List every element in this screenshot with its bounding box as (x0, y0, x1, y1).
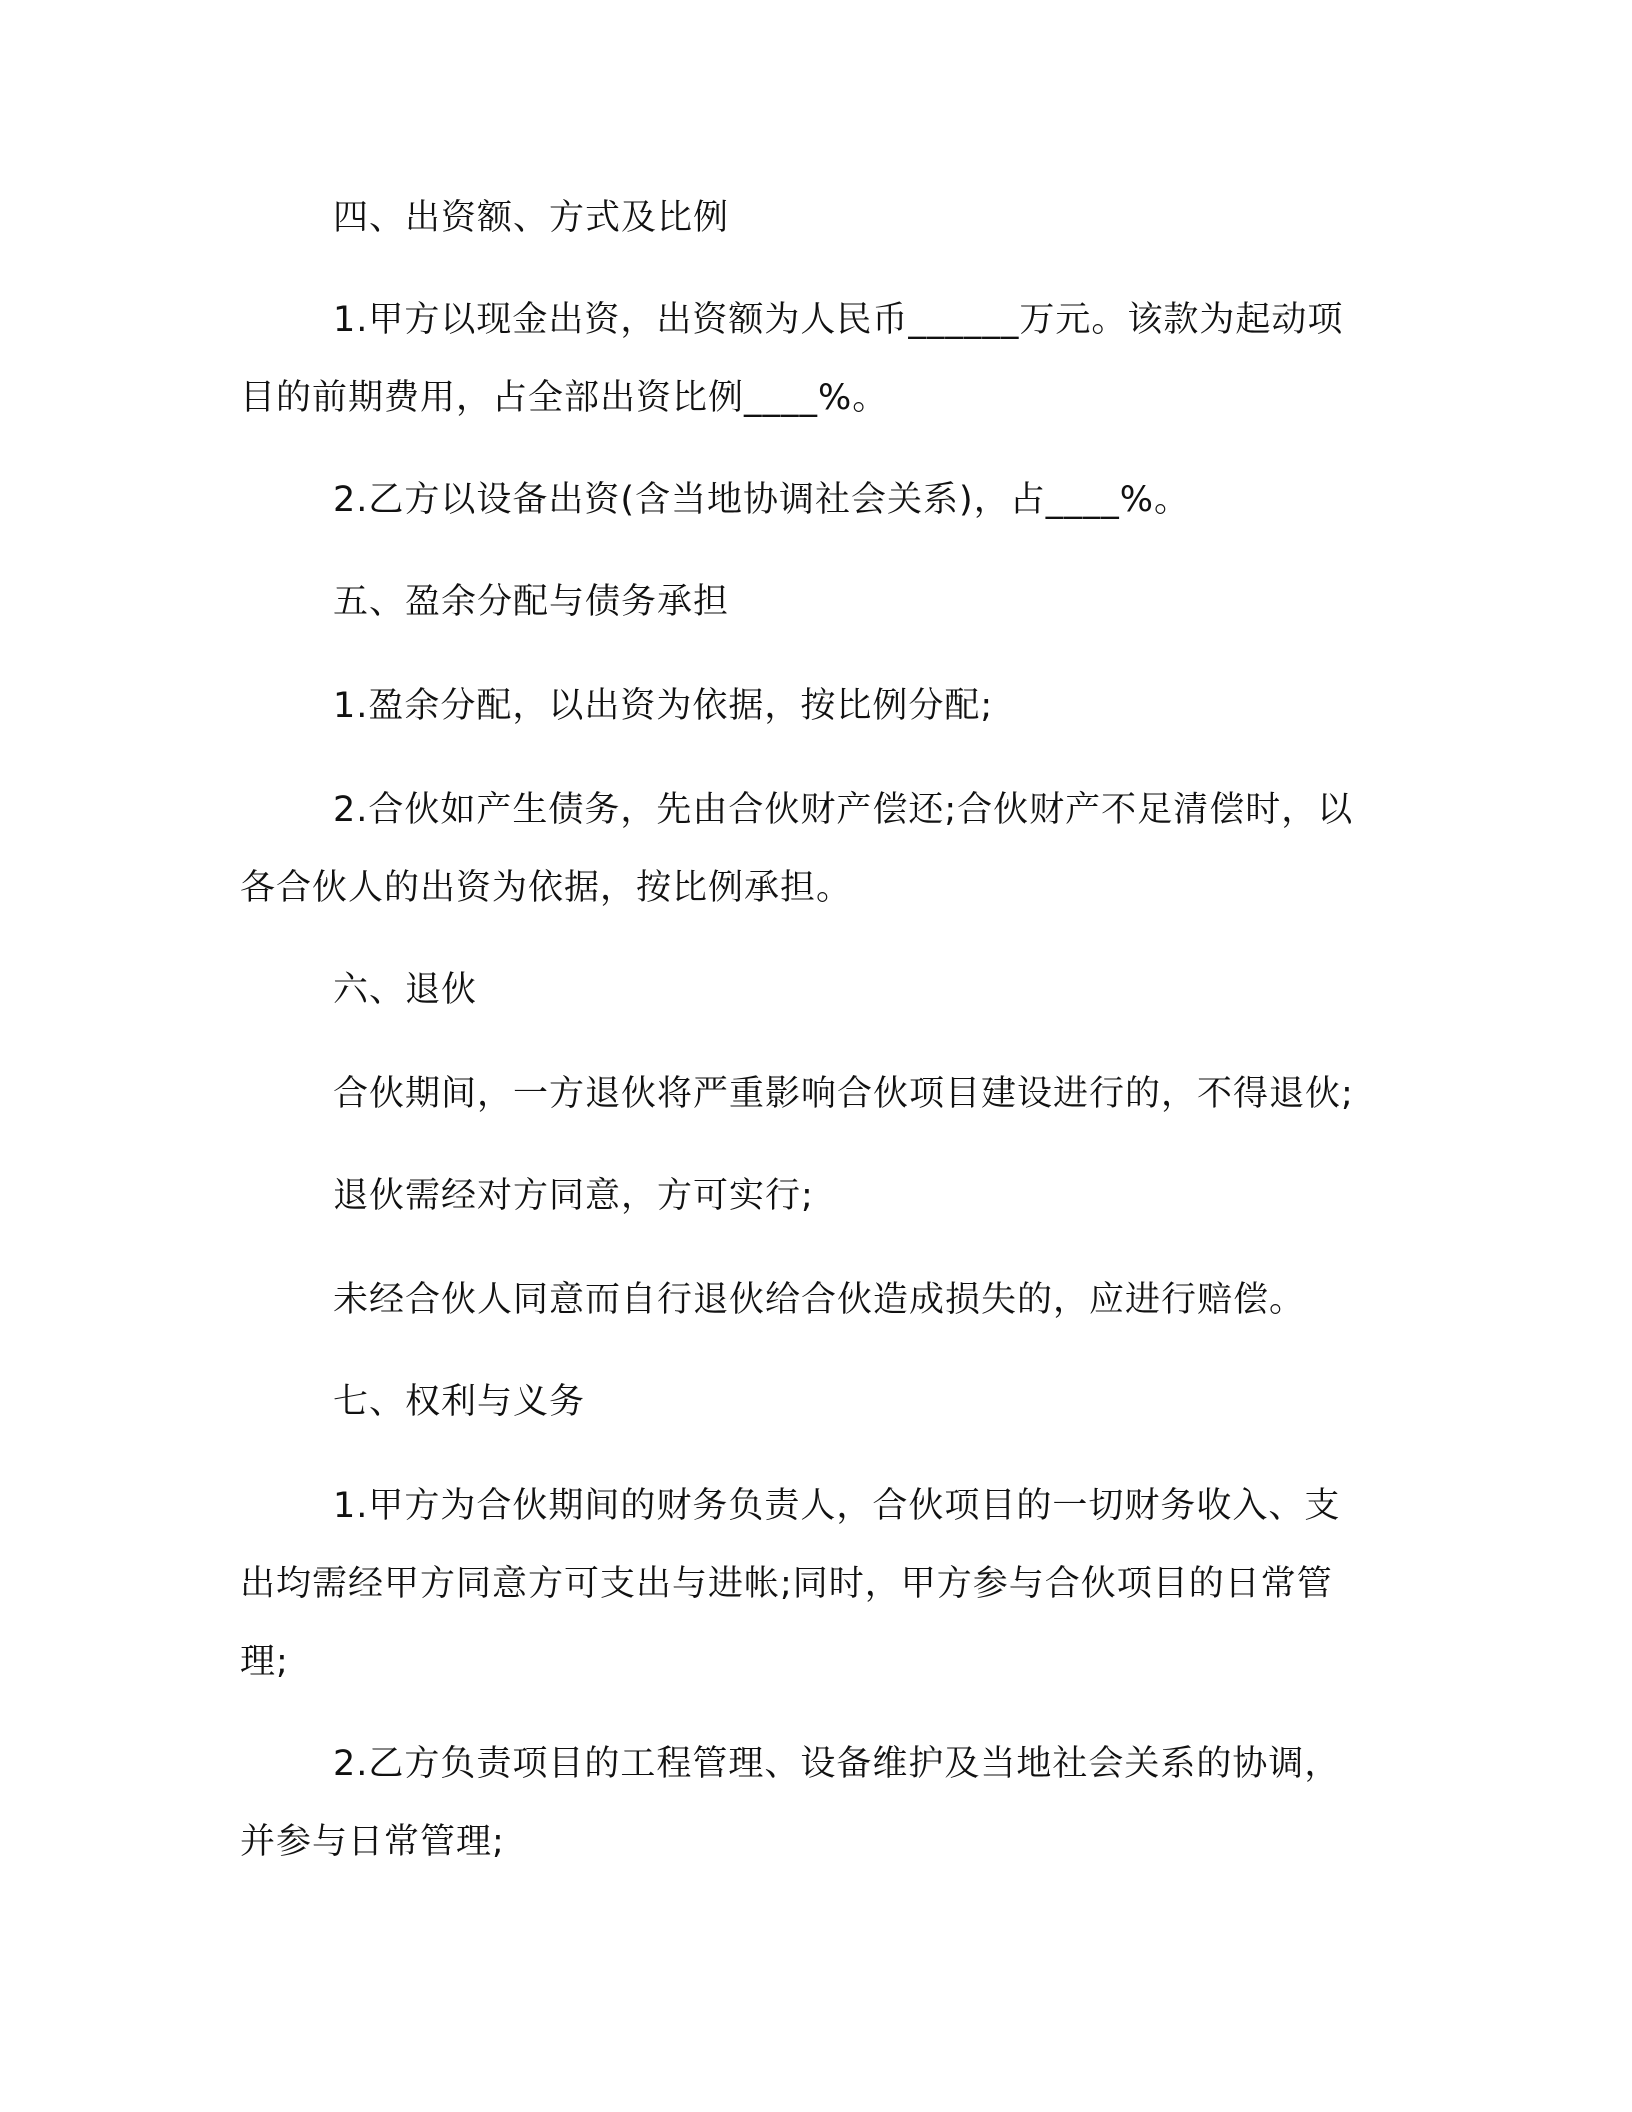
paragraph-7-1-line-1: 1.甲方为合伙期间的财务负责人，合伙项目的一切财务收入、支 (333, 1486, 1341, 1526)
paragraph-7-2-line-1: 2.乙方负责项目的工程管理、设备维护及当地社会关系的协调， (333, 1744, 1341, 1784)
paragraph-4-1-line-1: 1.甲方以现金出资，出资额为人民币______万元。该款为起动项 (333, 300, 1344, 340)
paragraph-4-2-line-1: 2.乙方以设备出资(含当地协调社会关系)，占____%。 (333, 480, 1190, 520)
paragraph-7-2-line-2: 并参与日常管理; (240, 1822, 505, 1862)
paragraph-6-2: 退伙需经对方同意，方可实行; (333, 1176, 814, 1216)
paragraph-5-2-line-2: 各合伙人的出资为依据，按比例承担。 (240, 868, 853, 908)
paragraph-5-1-line-1: 1.盈余分配，以出资为依据，按比例分配; (333, 686, 994, 726)
paragraph-7-1-line-2: 出均需经甲方同意方可支出与进帐;同时，甲方参与合伙项目的日常管 (240, 1564, 1333, 1604)
paragraph-6-1: 合伙期间，一方退伙将严重影响合伙项目建设进行的，不得退伙; (333, 1074, 1354, 1114)
section-heading-5: 五、盈余分配与债务承担 (333, 582, 730, 622)
section-heading-4: 四、出资额、方式及比例 (333, 198, 730, 238)
paragraph-7-1-line-3: 理; (240, 1642, 289, 1682)
section-heading-6: 六、退伙 (333, 970, 478, 1010)
paragraph-4-1-line-2: 目的前期费用，占全部出资比例____%。 (240, 378, 889, 418)
paragraph-6-3: 未经合伙人同意而自行退伙给合伙造成损失的，应进行赔偿。 (333, 1280, 1306, 1320)
section-heading-7: 七、权利与义务 (333, 1382, 586, 1422)
paragraph-5-2-line-1: 2.合伙如产生债务，先由合伙财产偿还;合伙财产不足清偿时，以 (333, 790, 1354, 830)
